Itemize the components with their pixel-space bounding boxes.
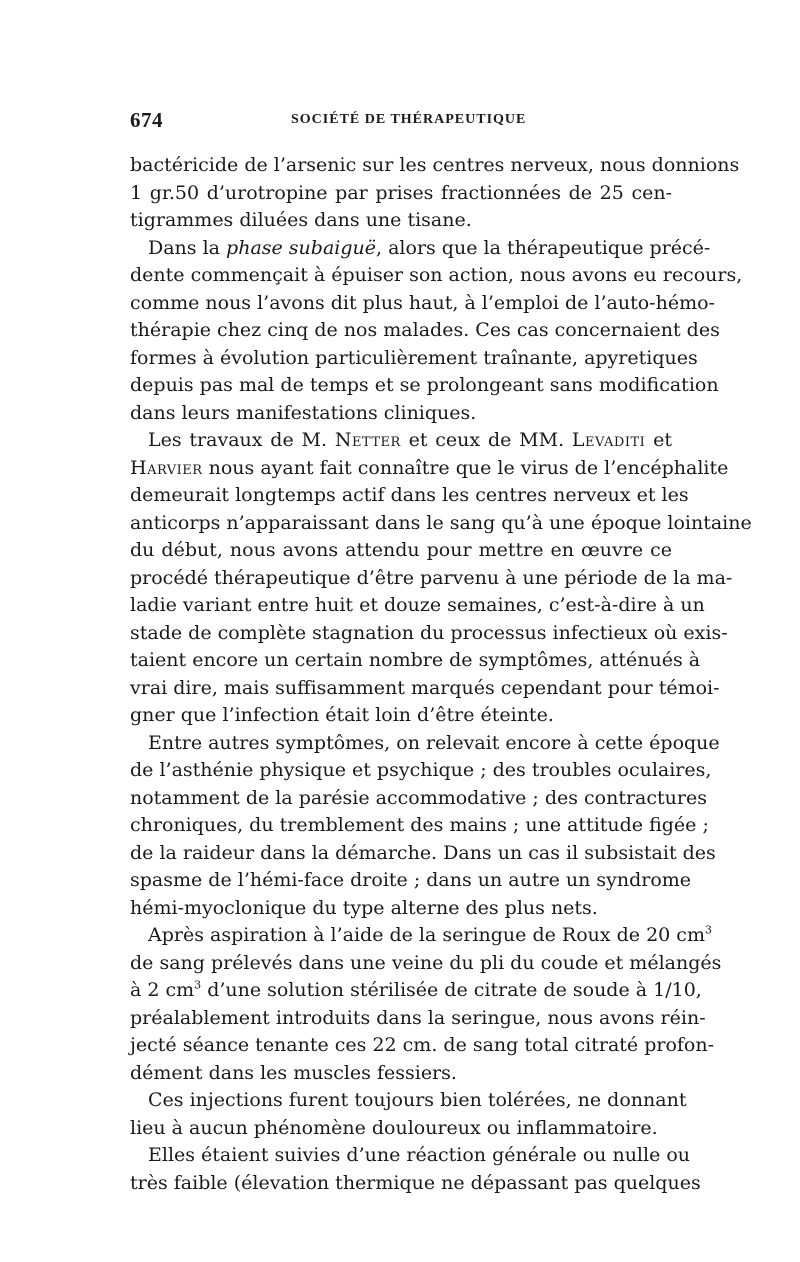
text-line: comme nous l’avons dit plus haut, à l’emploi de l’auto-hémo- [130, 291, 715, 314]
text-line: Entre autres symptômes, on relevait encore à cette époque [148, 731, 720, 754]
text-line: tigrammes diluées dans une tisane. [130, 209, 472, 231]
superscript: 3 [704, 923, 712, 937]
text-line: depuis pas mal de temps et se prolongeant sans modification [130, 374, 719, 396]
page-header [130, 108, 672, 138]
text-line: Après aspiration à l’aide de la seringue de Roux de 20 $cm^3$ [148, 923, 712, 946]
superscript: 3 [194, 978, 202, 992]
text-line: chroniques, du tremblement des mains ; une attitude figée ; [130, 814, 709, 836]
text-line: lieu à aucun phénomène douloureux ou inflammatoire. [130, 1116, 658, 1139]
text-line: taient encore un certain nombre de symptômes, atténués à [130, 649, 701, 671]
text-line: procédé thérapeutique d’être parvenu à une période de la ma- [130, 566, 733, 589]
text-line: du début, nous avons attendu pour mettre en œuvre ce [130, 539, 672, 561]
text-line: dans leurs manifestations cliniques. [130, 401, 477, 424]
page-number: 674 [130, 108, 163, 132]
text-line: hémi-myoclonique du type alterne des plus nets. [130, 896, 598, 919]
text-line: thérapie chez cinq de nos malades. Ces cas concernaient des [130, 319, 720, 341]
author-name: Levaditi [571, 429, 646, 451]
text-line: Les travaux de M. Netter et ceux de MM. Levaditi et [148, 429, 672, 451]
text-line: anticorps n’apparaissant dans le sang qu’à une époque lointaine [130, 511, 752, 534]
text-line: Harvier nous ayant fait connaître que le virus de l’encéphalite [130, 456, 729, 479]
text-line: Dans la phase subaiguë, alors que la thérapeutique précé- [148, 236, 711, 259]
text-line: formes à évolution particulièrement traînante, apyretiques [130, 346, 698, 369]
text-line: dente commençait à épuiser son action, nous avons eu recours, [130, 264, 743, 286]
text-line: dément dans les muscles fessiers. [130, 1061, 457, 1084]
running-head: SOCIÉTÉ DE THÉRAPEUTIQUE [291, 112, 527, 127]
text-line: Ces injections furent toujours bien tolérées, ne donnant [148, 1089, 687, 1111]
text-line: spasme de l’hémi-face droite ; dans un autre un syndrome [130, 869, 692, 891]
text-line: de sang prélevés dans une veine du pli du coude et mélangés [130, 951, 722, 974]
italic-phrase: phase subaiguë [226, 236, 377, 259]
text-line: stade de complète stagnation du processus infectieux où exis- [130, 621, 728, 644]
text-line: notamment de la parésie accommodative ; des contractures [130, 786, 707, 809]
text-line: bactéricide de l’arsenic sur les centres nerveux, nous donnions [130, 154, 740, 176]
text-line: de l’asthénie physique et psychique ; des troubles oculaires, [130, 759, 712, 781]
author-name: Harvier [130, 456, 203, 479]
text-line: Elles étaient suivies d’une réaction générale ou nulle ou [148, 1144, 691, 1166]
text-line: de la raideur dans la démarche. Dans un cas il subsistait des [130, 841, 716, 864]
text-line: ladie variant entre huit et douze semaines, c’est-à-dire à un [130, 594, 705, 616]
text-line: jecté séance tenante ces 22 cm. de sang total citraté profon- [130, 1034, 715, 1056]
text-line: 1 gr.50 d’urotropine par prises fractionnées de 25 cen- [130, 181, 672, 204]
author-name: Netter [334, 429, 401, 451]
body-text [130, 152, 752, 1197]
text-line: à 2 $cm^3$ d’une solution stérilisée de citrate de soude à 1/10, [130, 978, 702, 1001]
text-line: demeurait longtemps actif dans les centres nerveux et les [130, 484, 689, 506]
text-line: préalablement introduits dans la seringue, nous avons réin- [130, 1006, 706, 1029]
text-line: vrai dire, mais suffisamment marqués cependant pour témoi- [130, 676, 720, 699]
text-line: gner que l’infection était loin d’être éteinte. [130, 704, 554, 726]
text-line: très faible (élevation thermique ne dépassant pas quelques [130, 1171, 701, 1194]
